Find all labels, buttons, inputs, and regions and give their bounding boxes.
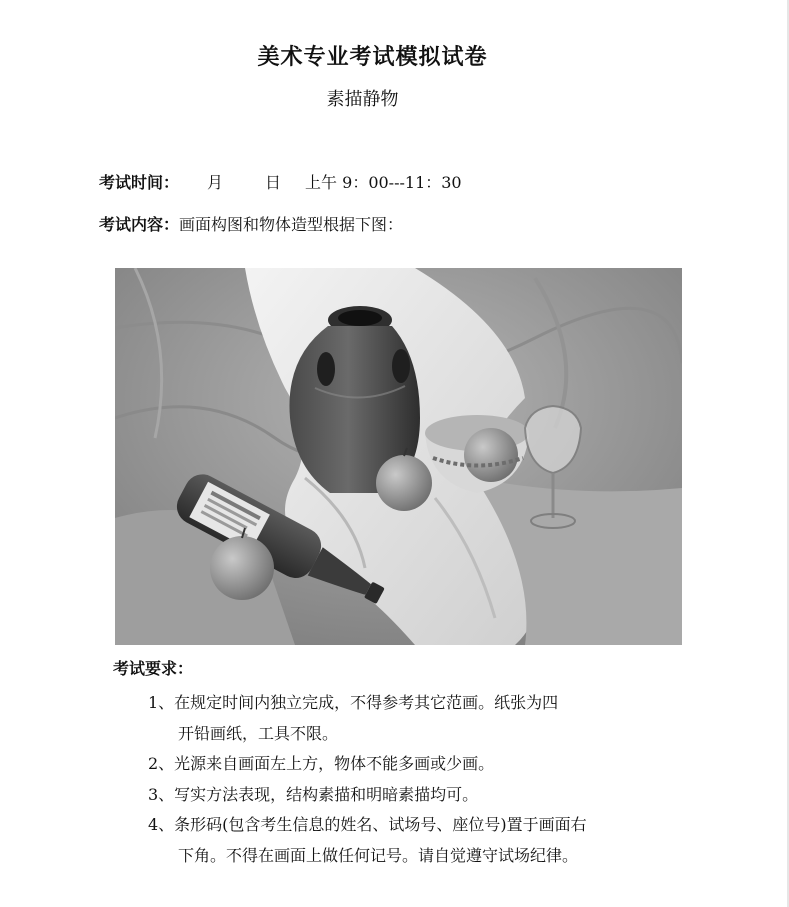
- exam-time-label: 考试时间：: [99, 173, 180, 192]
- requirement-1-line-1: 1、在规定时间内独立完成，不得参考其它范画。纸张为四: [148, 693, 559, 712]
- page-title: 美术专业考试模拟试卷: [257, 45, 488, 70]
- exam-time-month: 月: [207, 173, 224, 192]
- requirement-1-line-2: 开铅画纸，工具不限。: [178, 723, 339, 743]
- exam-content-label: 考试内容：: [99, 215, 180, 234]
- requirements-list: [148, 688, 708, 871]
- requirements-title: 考试要求：: [113, 659, 194, 678]
- requirement-2-line-1: 2、光源来自画面左上方，物体不能多画或少画。: [148, 754, 495, 773]
- requirement-4-line-1: 4、条形码(包含考生信息的姓名、试场号、座位号)置于画面右: [148, 815, 587, 834]
- exam-time-day: 日: [265, 173, 282, 192]
- still-life-photo: [115, 268, 682, 645]
- exam-content-row: [99, 212, 403, 235]
- requirement-4-line-2: 下角。不得在画面上做任何记号。请自觉遵守试场纪律。: [178, 845, 579, 865]
- page-subtitle: 素描静物: [326, 89, 399, 110]
- exam-time-row: [99, 170, 462, 193]
- exam-time-value: 上午 9：00---11：30: [305, 173, 462, 192]
- requirement-item-2: [148, 749, 708, 780]
- exam-content-text: 画面构图和物体造型根据下图：: [179, 215, 404, 234]
- requirement-3-line-1: 3、写实方法表现，结构素描和明暗素描均可。: [148, 784, 479, 804]
- requirement-item-1: [148, 688, 708, 749]
- requirement-item-4: [148, 810, 708, 871]
- requirement-item-3: [148, 780, 708, 811]
